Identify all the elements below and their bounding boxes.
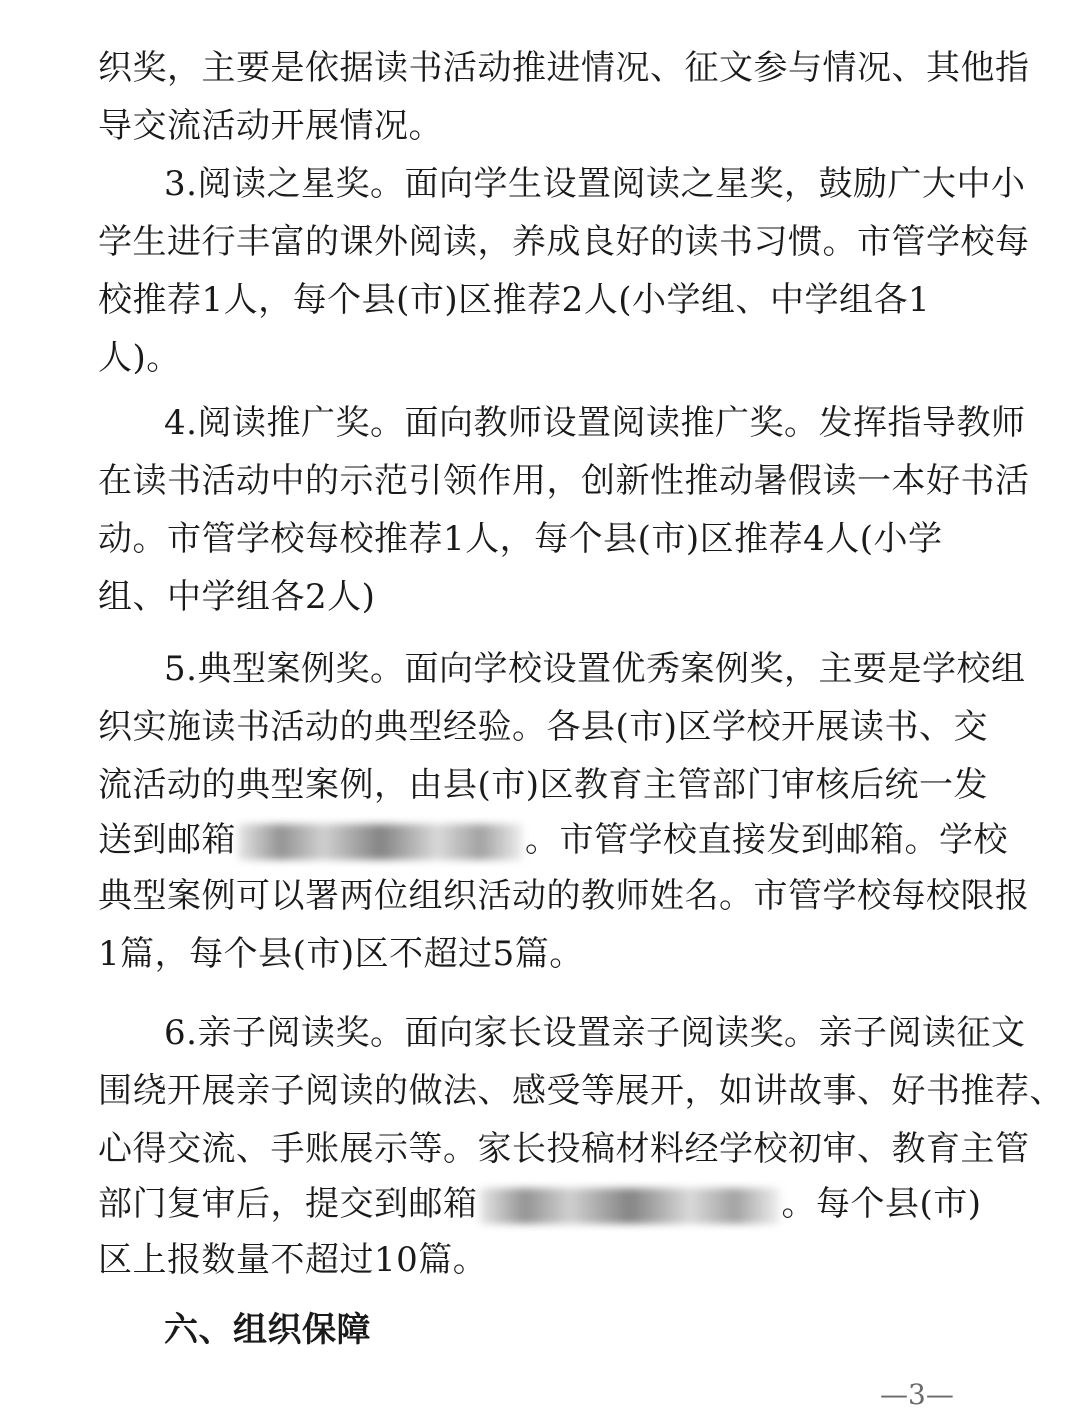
text-fragment: 部门复审后，提交到邮箱 [98, 1184, 478, 1224]
text-line: 导交流活动开展情况。 [98, 106, 443, 146]
section-heading: 六、组织保障 [164, 1310, 371, 1350]
text-line: 织奖，主要是依据读书活动推进情况、征文参与情况、其他指 [98, 48, 1030, 88]
text-fragment: 。每个县(市) [781, 1184, 982, 1224]
text-line: 心得交流、手账展示等。家长投稿材料经学校初审、教育主管 [98, 1129, 1030, 1169]
text-line: 流活动的典型案例，由县(市)区教育主管部门审核后统一发 [98, 765, 989, 805]
paragraph-reading-star-award: 3.阅读之星奖。面向学生设置阅读之星奖，鼓励广大中小 [164, 164, 1026, 204]
text-line: 学生进行丰富的课外阅读，养成良好的读书习惯。市管学校每 [98, 222, 1030, 262]
text-fragment: 送到邮箱 [98, 820, 236, 860]
text-line: 人)。 [98, 338, 181, 378]
paragraph-typical-case-award: 5.典型案例奖。面向学校设置优秀案例奖，主要是学校组 [164, 649, 1026, 689]
text-line: 在读书活动中的示范引领作用，创新性推动暑假读一本好书活 [98, 461, 1030, 501]
text-line: 校推荐1人，每个县(市)区推荐2人(小学组、中学组各1 [98, 280, 931, 320]
text-line: 织实施读书活动的典型经验。各县(市)区学校开展读书、交 [98, 707, 989, 747]
text-line: 区上报数量不超过10篇。 [98, 1240, 488, 1280]
redacted-email [238, 824, 523, 860]
redacted-email [480, 1188, 780, 1224]
page-number: —3— [880, 1378, 954, 1411]
text-line: 围绕开展亲子阅读的做法、感受等展开，如讲故事、好书推荐、 [98, 1071, 1064, 1111]
paragraph-parent-child-reading-award: 6.亲子阅读奖。面向家长设置亲子阅读奖。亲子阅读征文 [164, 1013, 1026, 1053]
text-fragment: 。市管学校直接发到邮箱。学校 [525, 820, 1008, 860]
text-line-with-redaction [98, 820, 1008, 860]
paragraph-reading-promotion-award: 4.阅读推广奖。面向教师设置阅读推广奖。发挥指导教师 [164, 403, 1026, 443]
text-line-with-redaction [98, 1184, 982, 1224]
text-line: 动。市管学校每校推荐1人，每个县(市)区推荐4人(小学 [98, 519, 943, 559]
text-line: 组、中学组各2人) [98, 577, 376, 617]
text-line: 1篇，每个县(市)区不超过5篇。 [98, 934, 584, 974]
text-line: 典型案例可以署两位组织活动的教师姓名。市管学校每校限报 [98, 876, 1030, 916]
